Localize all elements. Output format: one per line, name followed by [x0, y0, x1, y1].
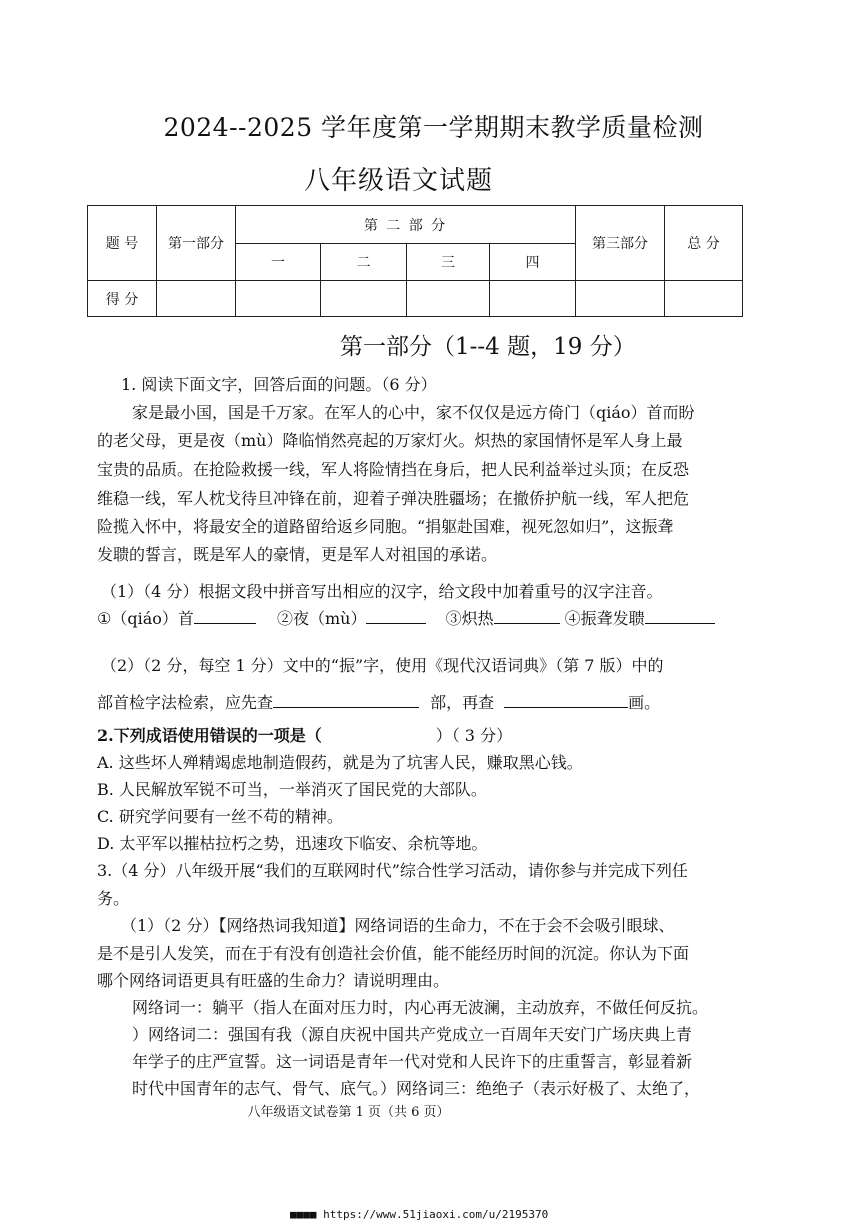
part1-header: 第一部分	[157, 206, 236, 281]
q3-stem-line1: 3.（4 分）八年级开展“我们的互联网时代”综合性学习活动，请你参与并完成下列任	[97, 861, 688, 880]
section1-heading: 第一部分（1--4 题，19 分）	[340, 334, 636, 360]
score-row-label: 得 分	[88, 281, 157, 317]
exam-title: 2024--2025 学年度第一学期期末教学质量检测	[163, 113, 704, 142]
part2-sub-1: 一	[236, 244, 321, 281]
score-cell-part2-3[interactable]	[407, 281, 490, 317]
q1-item-3: ③炽热	[445, 609, 494, 628]
answer-blank[interactable]	[366, 607, 426, 624]
q1-passage-line: 家是最小国，国是千万家。在军人的心中，家不仅仅是远方倚门（qiáo）首而盼	[132, 403, 695, 422]
q2-option: C. 研究学问要有一丝不苟的精神。	[97, 807, 343, 826]
score-cell-total[interactable]	[665, 281, 743, 317]
part2-sub-4: 四	[490, 244, 576, 281]
q2-option: D. 太平军以摧枯拉朽之势，迅速攻下临安、余杭等地。	[97, 834, 488, 853]
score-cell-part2-1[interactable]	[236, 281, 321, 317]
q3-sub1-line: 哪个网络词语更具有旺盛的生命力？请说明理由。	[97, 971, 450, 990]
q2-stem	[97, 723, 512, 749]
q2-stem-a: 2.下列成语使用错误的一项是（	[97, 726, 322, 745]
q1-sub1-stem: （1）（4 分）根据文段中拼音写出相应的汉字，给文段中加着重号的汉字注音。	[101, 582, 663, 601]
part3-header: 第三部分	[576, 206, 665, 281]
q1-passage-line: 险揽入怀中，将最安全的道路留给返乡同胞。“捐躯赴国难，视死忽如归”，这振聋	[97, 517, 674, 536]
score-cell-part2-4[interactable]	[490, 281, 576, 317]
part2-header: 第 二 部 分	[236, 206, 576, 244]
q3-word-line: 网络词一：躺平（指人在面对压力时，内心再无波澜，主动放弃，不做任何反抗。	[132, 998, 709, 1017]
score-table	[87, 205, 743, 317]
q2-option: A. 这些坏人殚精竭虑地制造假药，就是为了坑害人民，赚取黑心钱。	[97, 753, 583, 772]
answer-blank[interactable]	[504, 691, 628, 708]
total-header: 总 分	[665, 206, 743, 281]
answer-blank[interactable]	[194, 607, 256, 624]
q3-word-line: ）网络词二：强国有我（源自庆祝中国共产党成立一百周年天安门广场庆典上青	[132, 1025, 693, 1044]
score-cell-part3[interactable]	[576, 281, 665, 317]
answer-blank[interactable]	[494, 607, 560, 624]
exam-subtitle: 八年级语文试题	[303, 166, 493, 196]
q1-item-2: ②夜（mù）	[276, 609, 367, 628]
answer-blank[interactable]	[273, 691, 419, 708]
q3-sub1-line: 是不是引人发笑，而在于有没有创造社会价值，能不能经历时间的沉淀。你认为下面	[97, 944, 690, 963]
q1-sub2-text-b: 部，再查	[430, 693, 495, 712]
q1-passage-line: 发聩的誓言，既是军人的豪情，更是军人对祖国的承诺。	[97, 545, 498, 564]
q1-sub1-items	[97, 606, 715, 632]
page-footer: 八年级语文试卷第 1 页（共 6 页）	[247, 1105, 450, 1120]
q1-passage-line: 宝贵的品质。在抢险救援一线，军人将险情挡在身后，把人民利益举过头顶；在反恐	[97, 460, 690, 479]
q1-stem: 1. 阅读下面文字，回答后面的问题。（6 分）	[121, 375, 437, 394]
score-cell-part2-2[interactable]	[321, 281, 407, 317]
answer-blank[interactable]	[645, 607, 715, 624]
q3-word-line: 年学子的庄严宣誓。这一词语是青年一代对党和人民许下的庄重誓言，彰显着新	[132, 1052, 693, 1071]
q1-item-4: ④振聋发聩	[564, 609, 645, 628]
q1-sub2-line1: （2）（2 分，每空 1 分）文中的“振”字，使用《现代汉语词典》（第 7 版）中的	[101, 656, 664, 675]
q1-sub2-text-c: 画。	[628, 693, 661, 712]
q3-sub1-line: （1）（2 分）【网络热词我知道】网络词语的生命力，不在于会不会吸引眼球、	[121, 916, 675, 935]
question-number-label: 题 号	[88, 206, 157, 281]
q1-passage-line: 维稳一线，军人枕戈待旦冲锋在前，迎着子弹决胜疆场；在撤侨护航一线，军人把危	[97, 489, 690, 508]
q2-option: B. 人民解放军锐不可当，一举消灭了国民党的大部队。	[97, 780, 487, 799]
q3-word-line: 时代中国青年的志气、骨气、底气。）网络词三：绝绝子（表示好极了、太绝了，	[132, 1079, 701, 1098]
q3-stem-line2: 务。	[97, 889, 130, 908]
part2-sub-3: 三	[407, 244, 490, 281]
q1-sub2-text-a: 部首检字法检索，应先查	[97, 693, 274, 712]
part2-sub-2: 二	[321, 244, 407, 281]
q1-sub2-line2	[97, 690, 660, 716]
watermark-url: ■■■■ https://www.51jiaoxi.com/u/2195370	[290, 1208, 549, 1221]
score-cell-part1[interactable]	[157, 281, 236, 317]
q2-stem-b: ）（ 3 分）	[435, 726, 513, 745]
q1-item-1: ①（qiáo）首	[97, 609, 194, 628]
q1-passage-line: 的老父母，更是夜（mù）降临悄然亮起的万家灯火。炽热的家国情怀是军人身上最	[97, 431, 683, 450]
